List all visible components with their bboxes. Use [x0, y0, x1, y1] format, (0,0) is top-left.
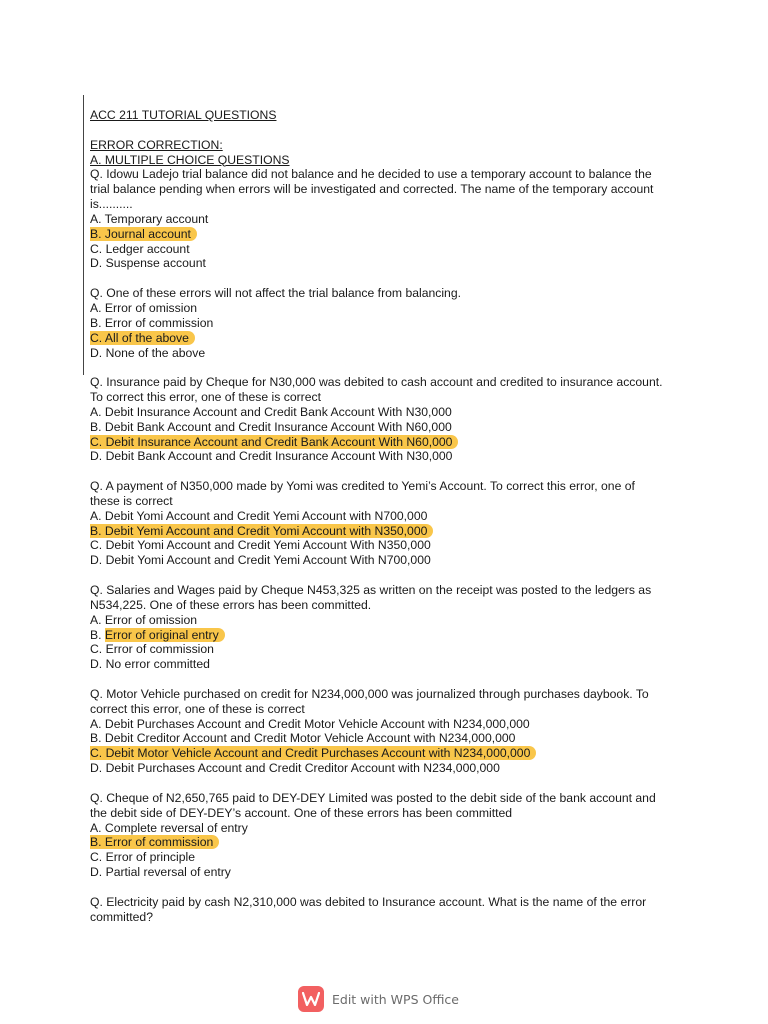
question-7-option-c: C. Error of principle [90, 850, 195, 865]
question-5-text: N534,225. One of these errors has been committed. [90, 597, 372, 612]
question-2-option-b: B. Error of commission [90, 315, 214, 330]
question-6-option-b: B. Debit Creditor Account and Credit Motor Vehicle Account with N234,000,000 [90, 731, 516, 746]
question-1-option-a: A. Temporary account [90, 211, 209, 226]
question-3-option-c-highlighted: C. Debit Insurance Account and Credit Bank Account With N60,000 [90, 435, 458, 449]
question-7-text: the debit side of DEY-DEY’s account. One of these errors has been committed [90, 805, 513, 820]
question-8-text: Q. Electricity paid by cash N2,310,000 was debited to Insurance account. What is the name of the error [90, 894, 647, 909]
question-5-text: Q. Salaries and Wages paid by Cheque N453,325 as written on the receipt was posted to the ledgers as [90, 583, 652, 597]
question-2-option-d: D. None of the above [90, 345, 206, 360]
question-5-option-b-highlighted: Error of original entry [105, 628, 225, 642]
question-5-option-c: C. Error of commission [90, 642, 214, 657]
question-1-option-d: D. Suspense account [90, 256, 206, 271]
question-3-text: To correct this error, one of these is correct [90, 390, 321, 405]
question-2-text: Q. One of these errors will not affect the trial balance from balancing. [90, 286, 462, 301]
question-1-text: trial balance pending when errors will be investigated and corrected. The name of the temporary account [90, 182, 654, 197]
question-7-option-a: A. Complete reversal of entry [90, 820, 248, 835]
question-5-option-a: A. Error of omission [90, 612, 198, 627]
wps-edit-label: Edit with WPS Office [332, 991, 459, 1007]
question-1-text: Q. Idowu Ladejo trial balance did not balance and he decided to use a temporary account to balance the [90, 167, 652, 182]
question-4-option-a: A. Debit Yomi Account and Credit Yemi Account with N700,000 [90, 508, 428, 523]
subsection-heading: A. MULTIPLE CHOICE QUESTIONS [90, 152, 290, 167]
question-5-option-d: D. No error committed [90, 657, 210, 672]
question-4-option-b-highlighted: B. Debit Yemi Account and Credit Yomi Account with N350,000 [90, 524, 433, 538]
question-4-option-c: C. Debit Yomi Account and Credit Yemi Account With N350,000 [90, 538, 431, 553]
question-7-option-b-highlighted: B. Error of commission [90, 835, 219, 849]
section-heading: ERROR CORRECTION: [90, 137, 223, 152]
question-3-option-d: D. Debit Bank Account and Credit Insurance Account With N30,000 [90, 449, 453, 464]
question-3-text: Q. Insurance paid by Cheque for N30,000 was debited to cash account and credited to insurance account. [90, 375, 663, 390]
question-2-option-c-highlighted: C. All of the above [90, 331, 195, 345]
question-6-option-a: A. Debit Purchases Account and Credit Motor Vehicle Account with N234,000,000 [90, 716, 530, 731]
question-3-option-a: A. Debit Insurance Account and Credit Bank Account With N30,000 [90, 404, 452, 419]
question-4-option-d: D. Debit Yomi Account and Credit Yemi Account With N700,000 [90, 553, 431, 568]
question-4-text: these is correct [90, 493, 173, 508]
question-2-option-a: A. Error of omission [90, 300, 198, 315]
wps-edit-link[interactable] [298, 986, 459, 1012]
question-7-option-d: D. Partial reversal of entry [90, 865, 231, 880]
question-3-option-b: B. Debit Bank Account and Credit Insurance Account With N60,000 [90, 419, 452, 434]
question-5-option-b-prefix: B. [90, 627, 105, 642]
margin-change-bar [83, 95, 84, 375]
question-1-option-b-highlighted: B. Journal account [90, 227, 197, 241]
question-7-text: Q. Cheque of N2,650,765 paid to DEY-DEY Limited was posted to the debit side of the bank account and [90, 790, 656, 805]
document-title: ACC 211 TUTORIAL QUESTIONS [90, 108, 277, 122]
question-6-text: Q. Motor Vehicle purchased on credit for N234,000,000 was journalized through purchases daybook. To [90, 686, 649, 701]
question-1-text: is.......... [90, 197, 133, 212]
wps-office-logo-icon [298, 986, 324, 1012]
question-6-option-d: D. Debit Purchases Account and Credit Creditor Account with N234,000,000 [90, 761, 500, 776]
question-4-text: Q. A payment of N350,000 made by Yomi was credited to Yemi’s Account. To correct this error, one of [90, 479, 635, 494]
question-1-option-c: C. Ledger account [90, 241, 190, 256]
question-5-option-b [90, 628, 690, 643]
document-body [90, 108, 690, 924]
question-6-option-c-highlighted: C. Debit Motor Vehicle Account and Credit Purchases Account with N234,000,000 [90, 746, 536, 760]
question-6-text: correct this error, one of these is correct [90, 701, 305, 716]
question-8-text: committed? [90, 909, 153, 924]
